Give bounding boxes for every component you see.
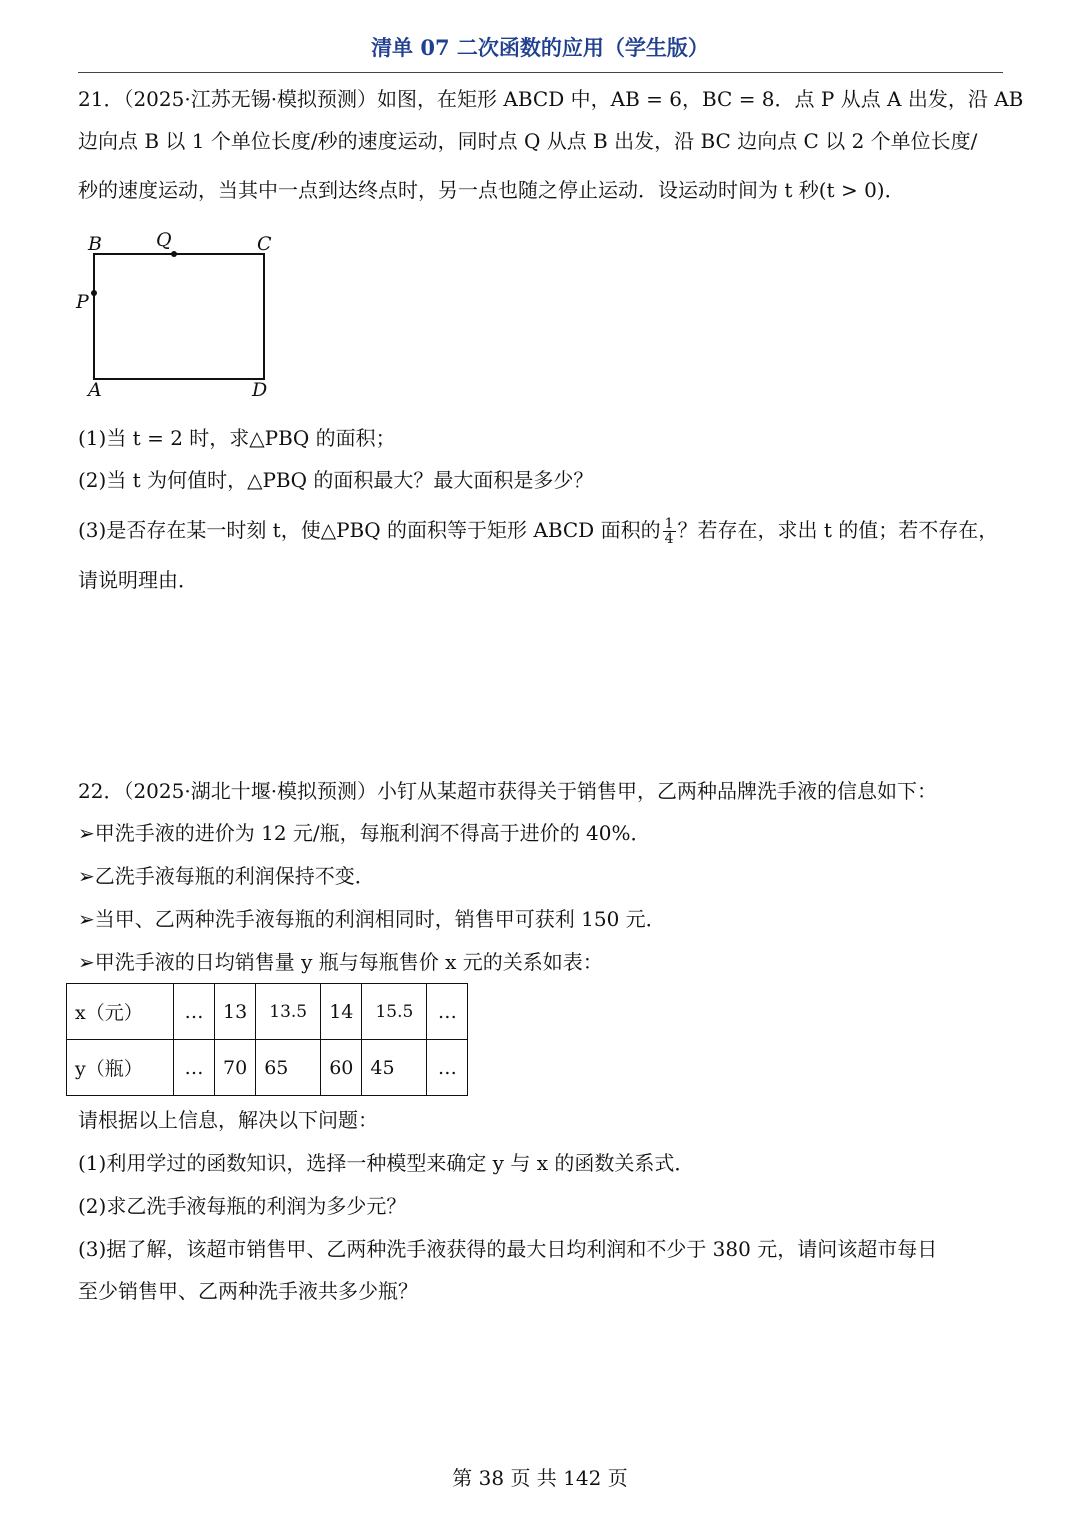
- rectangle-abcd: [94, 254, 264, 379]
- table-cell: 13: [215, 984, 256, 1040]
- price-sales-table: [66, 983, 468, 1096]
- table-cell: …: [174, 984, 215, 1040]
- q22-sub-1: (1)利用学过的函数知识，选择一种模型来确定 y 与 x 的函数关系式．: [78, 1151, 695, 1175]
- label-b: B: [88, 233, 102, 255]
- label-a: A: [88, 379, 102, 401]
- q21-sub-2: (2)当 t 为何值时，△PBQ 的面积最大？最大面积是多少？: [78, 468, 594, 492]
- fraction-denominator: 4: [664, 531, 674, 547]
- label-q: Q: [156, 229, 172, 251]
- q21-sub-3: [78, 515, 998, 546]
- q22-bullet-3: ➢当甲、乙两种洗手液每瓶的利润相同时，销售甲可获利 150 元．: [78, 907, 666, 931]
- table-cell: 60: [321, 1040, 362, 1096]
- table-cell: 45: [362, 1040, 427, 1096]
- label-p: P: [76, 291, 89, 313]
- q22-line-1: 22．（2025·湖北十堰·模拟预测）小钉从某超市获得关于销售甲，乙两种品牌洗手液的信息如下：: [78, 779, 938, 803]
- table-cell: …: [174, 1040, 215, 1096]
- label-d: D: [252, 379, 268, 401]
- table-row: [67, 984, 468, 1040]
- table-cell: 13.5: [256, 984, 321, 1040]
- q22-intro: 请根据以上信息，解决以下问题：: [78, 1108, 378, 1132]
- rectangle-figure: [70, 228, 290, 408]
- q22-sub-3-line-2: 至少销售甲、乙两种洗手液共多少瓶？: [78, 1279, 418, 1303]
- table-cell: …: [427, 1040, 468, 1096]
- page-title: 清单 07 二次函数的应用（学生版）: [371, 35, 709, 60]
- table-row: [67, 1040, 468, 1096]
- q21-line-2: 边向点 B 以 1 个单位长度/秒的速度运动，同时点 Q 从点 B 出发，沿 BC 边向点 C 以 2 个单位长度/: [78, 129, 978, 153]
- table-cell: x（元）: [67, 984, 174, 1040]
- point-p-dot: [91, 290, 97, 296]
- q22-bullet-4: ➢甲洗手液的日均销售量 y 瓶与每瓶售价 x 元的关系如表：: [78, 950, 603, 974]
- q22-bullet-1: ➢甲洗手液的进价为 12 元/瓶，每瓶利润不得高于进价的 40%．: [78, 821, 651, 845]
- q21-line-3: 秒的速度运动，当其中一点到达终点时，另一点也随之停止运动．设运动时间为 t 秒(t > 0)．: [78, 178, 905, 202]
- table-cell: 70: [215, 1040, 256, 1096]
- table-cell: 14: [321, 984, 362, 1040]
- q21-sub-3-line-2: 请说明理由．: [78, 568, 198, 592]
- table-cell: 65: [256, 1040, 321, 1096]
- q21-line-1: 21．（2025·江苏无锡·模拟预测）如图，在矩形 ABCD 中，AB = 6，BC = 8．点 P 从点 A 出发，沿 AB: [78, 87, 1024, 111]
- fraction-one-quarter: [663, 517, 676, 546]
- fraction-numerator: 1: [664, 516, 674, 532]
- q22-sub-3: (3)据了解，该超市销售甲、乙两种洗手液获得的最大日均利润和不少于 380 元，请问该超市每日: [78, 1237, 938, 1261]
- q22-sub-2: (2)求乙洗手液每瓶的利润为多少元？: [78, 1194, 407, 1218]
- q21-sub-3-post: ？若存在，求出 t 的值；若不存在，: [677, 518, 999, 542]
- point-q-dot: [171, 251, 177, 257]
- table-cell: 15.5: [362, 984, 427, 1040]
- table-cell: …: [427, 984, 468, 1040]
- label-c: C: [257, 233, 272, 255]
- page-number: 第 38 页 共 142 页: [452, 1466, 628, 1490]
- header-divider: [78, 72, 1003, 73]
- q22-bullet-2: ➢乙洗手液每瓶的利润保持不变．: [78, 864, 375, 888]
- table-cell: y（瓶）: [67, 1040, 174, 1096]
- q21-sub-1: (1)当 t = 2 时，求△PBQ 的面积；: [78, 426, 396, 450]
- q21-sub-3-pre: (3)是否存在某一时刻 t，使△PBQ 的面积等于矩形 ABCD 面积的: [78, 518, 661, 542]
